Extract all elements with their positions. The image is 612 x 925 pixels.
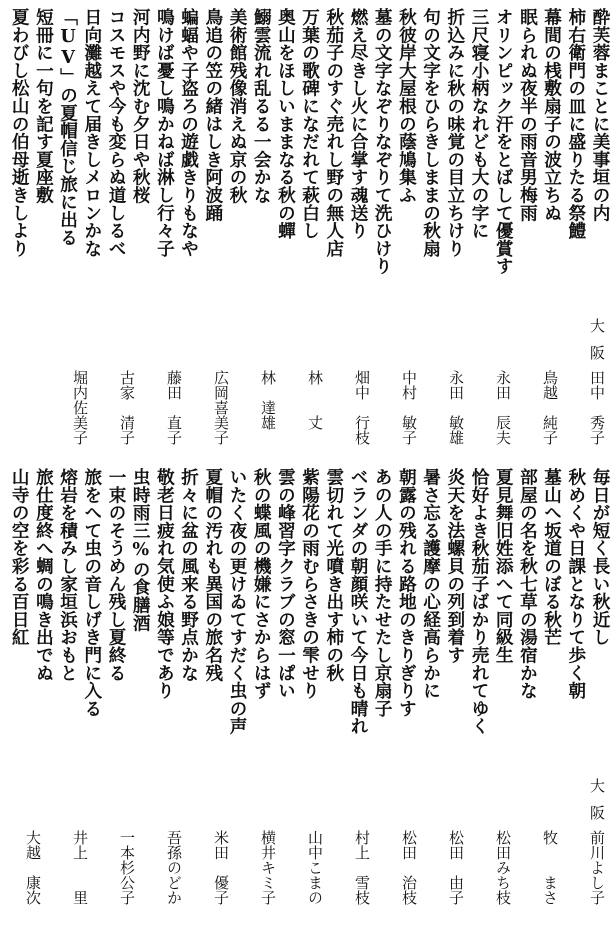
haiku-column bbox=[420, 8, 442, 448]
haiku-verse: 部屋の名を秋七草の湯宿かな bbox=[517, 468, 539, 700]
author-name: 米田 優子 bbox=[212, 830, 230, 905]
author-name: 広岡喜美子 bbox=[212, 370, 230, 445]
haiku-verse: いたく夜の更けゐてすだく虫の声 bbox=[227, 468, 248, 735]
haiku-verse: あの人の手に持たせたし京扇子 bbox=[372, 468, 394, 718]
haiku-column bbox=[371, 8, 393, 448]
haiku-verse: 奥山をほしいままなる秋の蟬 bbox=[275, 8, 297, 240]
haiku-verse: 幕間の桟敷扇子の波立ちぬ bbox=[541, 8, 563, 222]
haiku-verse: 炎天を法螺貝の列到着す bbox=[444, 468, 466, 664]
author-location: 大阪 bbox=[588, 778, 606, 832]
author-name: 古家 清子 bbox=[118, 370, 136, 445]
haiku-column bbox=[323, 468, 345, 908]
haiku-column bbox=[468, 8, 490, 448]
haiku-verse: 秋彼岸大屋根の蔭鳩集ふ bbox=[396, 8, 418, 204]
haiku-verse: 暑さ忘る護摩の心経高らかに bbox=[420, 468, 442, 700]
haiku-verse: 秋の蝶風の機嫌にさからはず bbox=[251, 468, 273, 700]
author-name: 田中 秀子 bbox=[588, 370, 606, 445]
haiku-verse: 美術館残像消えぬ京の秋 bbox=[227, 8, 248, 204]
haiku-verse: 秋めくや日課となりて歩く朝 bbox=[565, 468, 587, 700]
haiku-verse: 「UV」の夏帽信じ旅に出る bbox=[57, 8, 79, 247]
author-name: 藤田 直子 bbox=[165, 370, 183, 445]
author-name: 永田 敏雄 bbox=[447, 370, 465, 445]
haiku-verse: オリンピック汗をとばして優賞す bbox=[493, 8, 515, 275]
haiku-column bbox=[565, 8, 587, 448]
haiku-section-bottom bbox=[0, 468, 612, 918]
author-name: 中村 敏子 bbox=[400, 370, 418, 445]
haiku-verse: 万葉の歌碑になだれて萩白し bbox=[299, 8, 321, 240]
haiku-verse: 短冊に一句を記す夏座敷 bbox=[33, 8, 55, 204]
haiku-verse: 眠られぬ夜半の雨音男梅雨 bbox=[517, 8, 539, 222]
haiku-verse: 蝙蝠や子盗ろの遊戯きりもなや bbox=[178, 8, 200, 258]
haiku-column bbox=[8, 8, 30, 448]
haiku-column bbox=[32, 8, 54, 448]
haiku-verse: 夏見舞旧姓添へて同級生 bbox=[493, 468, 515, 664]
haiku-verse: 日向灘越えて届きしメロンかな bbox=[81, 8, 103, 258]
haiku-column bbox=[516, 468, 538, 908]
haiku-verse: 柿右衛門の皿に盛りたる祭鱧 bbox=[565, 8, 587, 240]
author-name: 横井キミ子 bbox=[259, 830, 277, 905]
haiku-verse: コスモスや今も変らぬ道しるべ bbox=[106, 8, 127, 258]
haiku-verse: 熔岩を積みし家垣浜おもと bbox=[57, 468, 79, 682]
haiku-column bbox=[420, 468, 442, 908]
haiku-verse: 毎日が短く長い秋近し bbox=[590, 468, 611, 646]
author-name: 永田 辰夫 bbox=[494, 370, 512, 445]
author-name: 林 丈 bbox=[306, 370, 324, 430]
haiku-verse: 句の文字をひらきしままの秋扇 bbox=[420, 8, 442, 258]
author-name: 堀内佐美子 bbox=[71, 370, 89, 445]
haiku-verse: 夏わびし松山の伯母逝きしより bbox=[9, 8, 31, 258]
author-name: 大越 康次 bbox=[24, 830, 42, 905]
author-name: 牧 まさ bbox=[541, 830, 559, 905]
haiku-column bbox=[565, 468, 587, 908]
haiku-verse: 酔芙蓉まことに美事垣の内 bbox=[590, 8, 611, 222]
haiku-verse: 燃え尽きし火に合掌す魂送り bbox=[348, 8, 369, 240]
haiku-verse: 墓山へ坂道のぼる秋芒 bbox=[541, 468, 563, 646]
haiku-verse: 雲切れて光噴き出す柿の秋 bbox=[323, 468, 345, 682]
haiku-column bbox=[516, 8, 538, 448]
haiku-verse: 虫時雨三%の食膳酒 bbox=[130, 468, 152, 632]
haiku-verse: 折込みに秋の味覚の目立ちけり bbox=[444, 8, 466, 258]
haiku-verse: 紫陽花の雨むらさきの雫せり bbox=[299, 468, 321, 700]
author-name: 鳥越 純子 bbox=[541, 370, 559, 445]
haiku-verse: 墓の文字なぞりなぞりて洗ひけり bbox=[372, 8, 394, 275]
author-name: 松田 治枝 bbox=[400, 830, 418, 905]
author-name: 一本杉公子 bbox=[118, 830, 136, 905]
author-name: 松田みち枝 bbox=[494, 830, 512, 905]
haiku-verse: 山寺の空を彩る百日紅 bbox=[9, 468, 31, 646]
haiku-verse: 秋茄子のすぐ売れし野の無人店 bbox=[323, 8, 345, 258]
haiku-verse: 一束のそうめん残し夏終る bbox=[106, 468, 127, 682]
haiku-verse: 河内野に沈む夕日や秋桜 bbox=[130, 8, 152, 204]
haiku-verse: 折々に盆の風来る野点かな bbox=[178, 468, 200, 682]
haiku-verse: 三尺寝小柄なれども大の字に bbox=[469, 8, 490, 240]
author-name: 井上 里 bbox=[71, 830, 89, 905]
haiku-column bbox=[468, 468, 490, 908]
haiku-column bbox=[323, 8, 345, 448]
author-name: 畑中 行枝 bbox=[353, 370, 371, 445]
haiku-verse: 朝露の残れる路地のきりぎりす bbox=[396, 468, 418, 718]
author-location: 大阪 bbox=[588, 318, 606, 372]
haiku-verse: 夏帽の汚れも異国の旅名残 bbox=[202, 468, 224, 682]
haiku-verse: 鳴けば憂し鳴かねば淋し行々子 bbox=[154, 8, 176, 258]
author-name: 林 達雄 bbox=[259, 370, 277, 430]
haiku-verse: 恰好よき秋茄子ばかり売れてゆく bbox=[469, 468, 490, 735]
haiku-verse: 雲の峰習字クラブの窓一ぱい bbox=[275, 468, 297, 700]
haiku-verse: 鰯雲流れ乱るる一会かな bbox=[251, 8, 273, 204]
haiku-section-top bbox=[0, 8, 612, 458]
haiku-column bbox=[371, 468, 393, 908]
author-name: 山中こまの bbox=[306, 830, 324, 905]
haiku-verse: 鳥追の笠の緒はしき阿波踊 bbox=[202, 8, 224, 222]
haiku-verse: 旅仕度終へ蜩の鳴き出でぬ bbox=[33, 468, 55, 682]
author-name: 前川よし子 bbox=[588, 830, 606, 905]
author-name: 吾孫のどか bbox=[165, 830, 183, 905]
haiku-verse: ベランダの朝顔咲いて今日も晴れ bbox=[348, 468, 369, 735]
author-name: 松田 由子 bbox=[447, 830, 465, 905]
author-name: 村上 雪枝 bbox=[353, 830, 371, 905]
haiku-verse: 敬老日疲れ気使ふ娘等であり bbox=[154, 468, 176, 700]
haiku-verse: 旅をへて虫の音しげき門に入る bbox=[81, 468, 103, 718]
